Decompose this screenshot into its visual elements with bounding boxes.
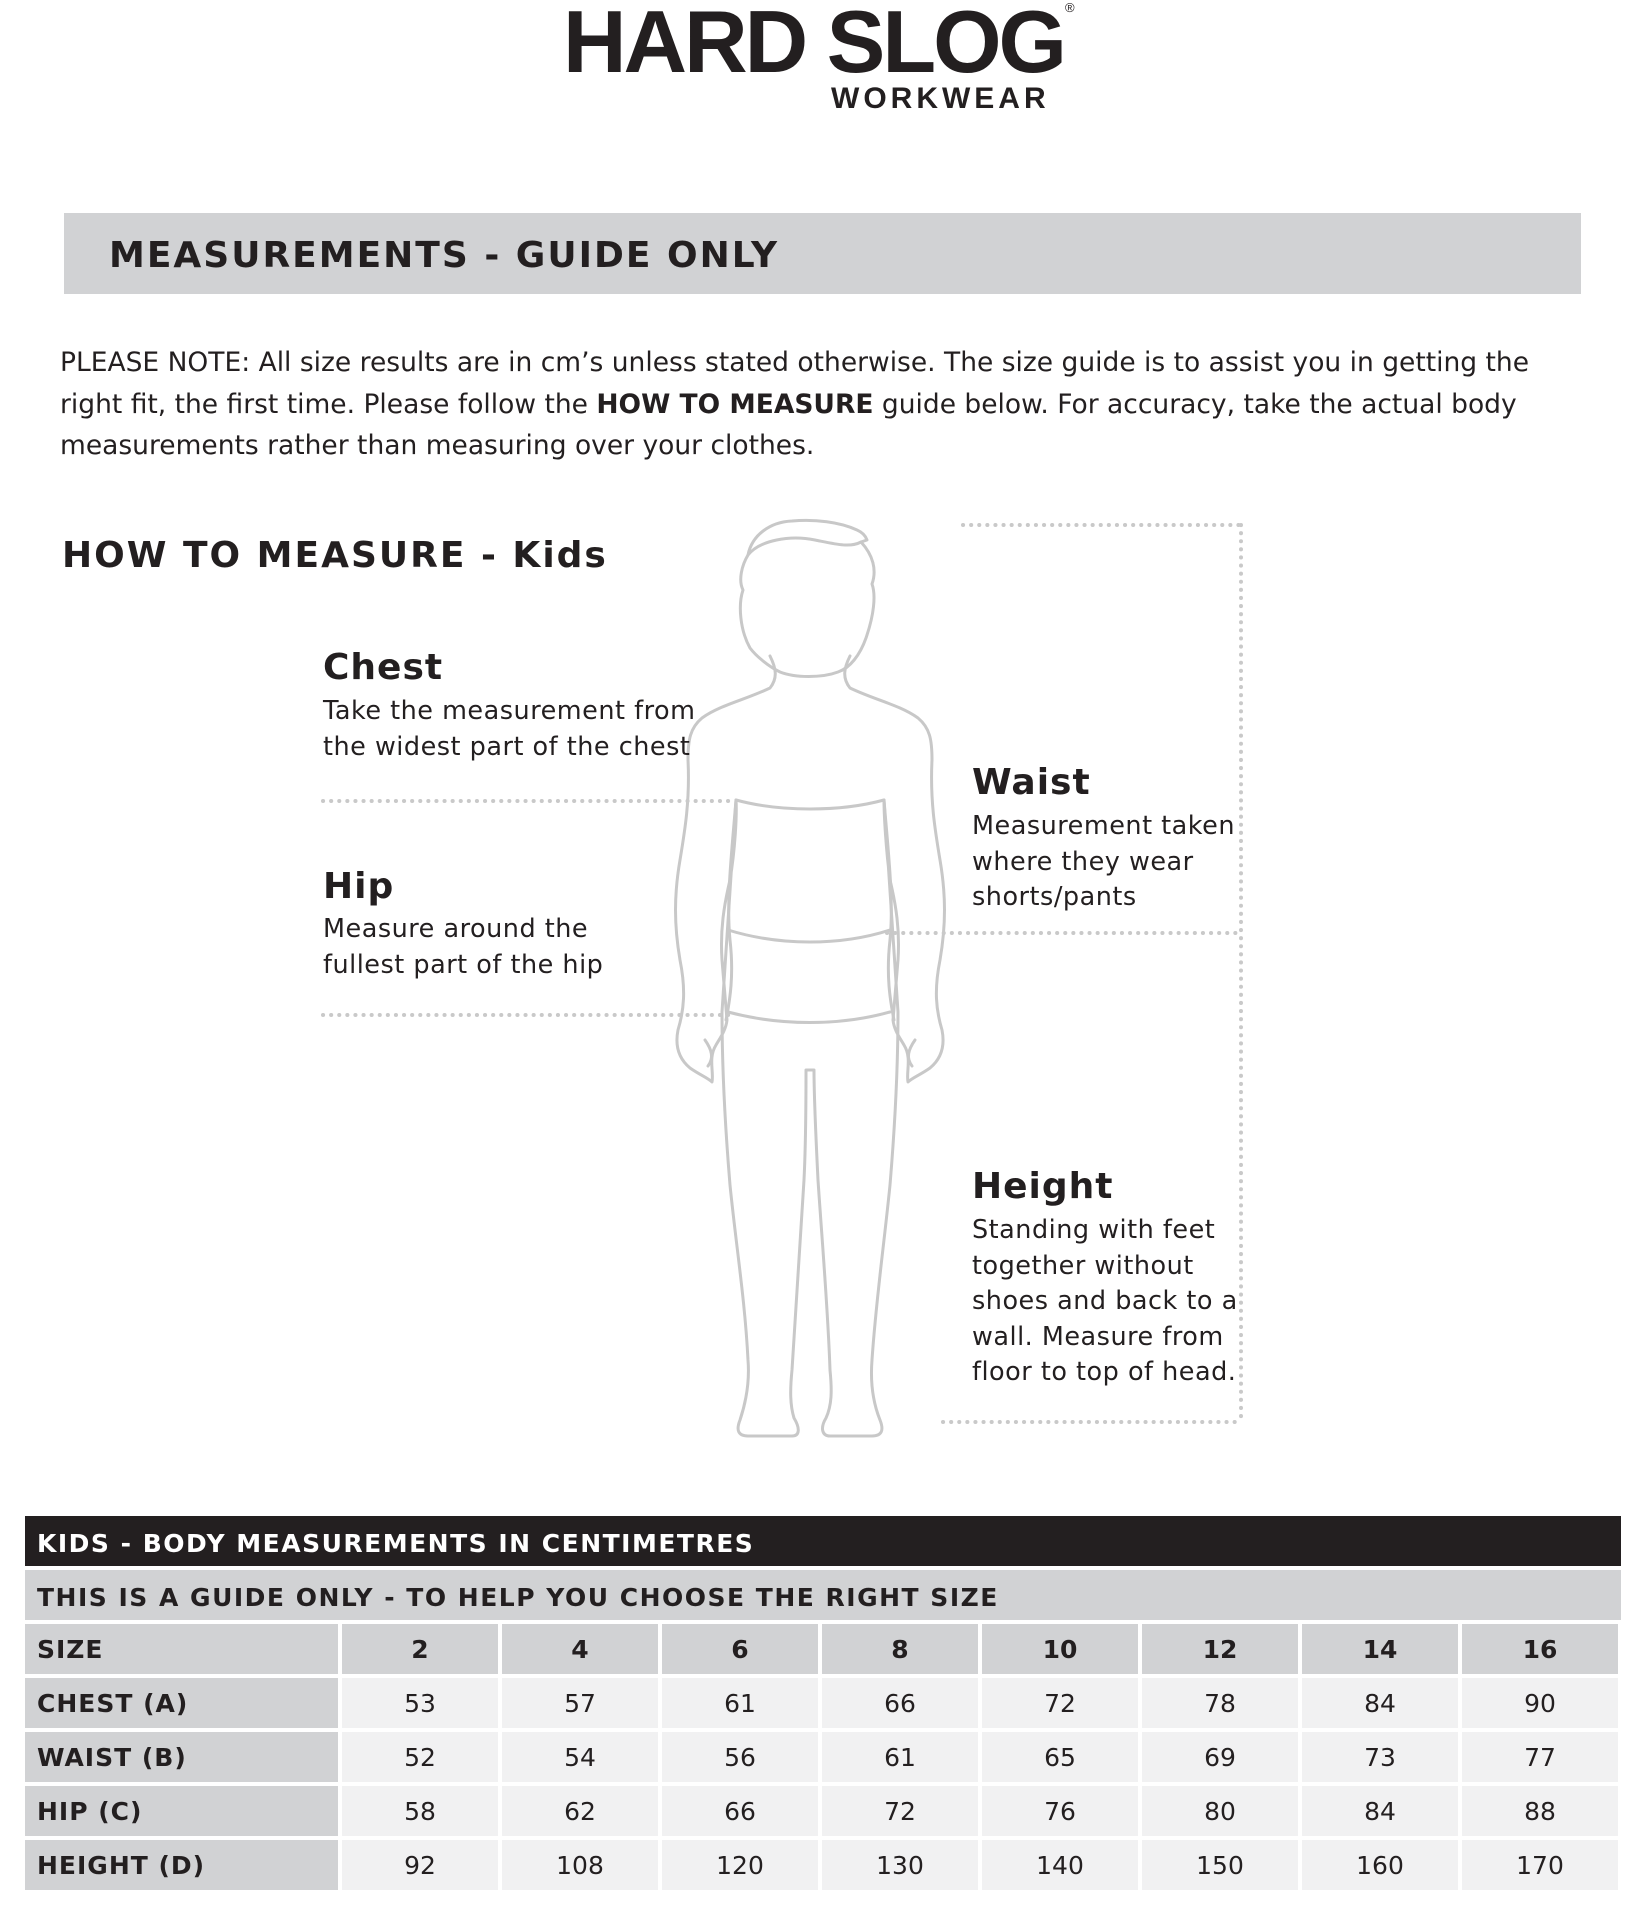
banner-title: MEASUREMENTS - GUIDE ONLY — [109, 235, 780, 276]
table-cell: 90 — [1462, 1678, 1618, 1728]
waist-desc-line: Measurement taken — [972, 811, 1236, 841]
table-cell: 76 — [982, 1786, 1138, 1836]
table-row — [25, 1840, 1621, 1890]
size-table — [25, 1516, 1621, 1890]
height-desc-line: wall. Measure from — [972, 1321, 1224, 1352]
table-cell: 140 — [982, 1840, 1138, 1890]
figure-chest-line — [736, 800, 884, 809]
size-header-cell: 8 — [822, 1624, 978, 1674]
table-header: KIDS - BODY MEASUREMENTS IN CENTIMETRES — [25, 1516, 1621, 1566]
table-cell: 72 — [822, 1786, 978, 1836]
section-banner — [64, 213, 1581, 294]
note-text-start: PLEASE NOTE: All size results are in cm’s unless stated otherwise. The size guide is to assist you in getting the right fit, the first time. Please follow the — [60, 347, 1530, 420]
hip-desc-line: Measure around the — [323, 914, 589, 944]
hip-description — [323, 912, 603, 983]
table-cell: 54 — [502, 1732, 658, 1782]
chest-desc-line: the widest part of the chest — [323, 731, 691, 762]
row-label: CHEST (A) — [25, 1678, 338, 1728]
figure-left-thumb — [705, 1040, 712, 1066]
table-cell: 61 — [822, 1732, 978, 1782]
height-desc-line: Standing with feet — [972, 1215, 1216, 1245]
table-cell: 69 — [1142, 1732, 1298, 1782]
height-desc-line: floor to top of head. — [972, 1357, 1237, 1387]
table-cell: 61 — [662, 1678, 818, 1728]
figure-head — [740, 520, 874, 676]
table-cell: 108 — [502, 1840, 658, 1890]
table-body — [25, 1624, 1621, 1890]
size-header-cell: 2 — [342, 1624, 498, 1674]
table-cell: 84 — [1302, 1678, 1458, 1728]
brand-tagline: WORKWEAR — [831, 82, 1050, 115]
table-cell: 53 — [342, 1678, 498, 1728]
please-note-paragraph — [60, 342, 1550, 467]
table-cell: 73 — [1302, 1732, 1458, 1782]
registered-mark: ® — [1065, 0, 1075, 15]
table-cell: 160 — [1302, 1840, 1458, 1890]
table-cell: 66 — [822, 1678, 978, 1728]
table-cell: 66 — [662, 1786, 818, 1836]
waist-desc-line: shorts/pants — [972, 882, 1137, 912]
brand-name: HARD SLOG — [563, 0, 1064, 91]
table-cell: 56 — [662, 1732, 818, 1782]
table-cell: 58 — [342, 1786, 498, 1836]
figure-left-inner-arm — [726, 800, 736, 1020]
height-description — [972, 1213, 1238, 1391]
table-cell: 88 — [1462, 1786, 1618, 1836]
row-label: HEIGHT (D) — [25, 1840, 338, 1890]
table-cell: 80 — [1142, 1786, 1298, 1836]
figure-hair — [748, 538, 861, 555]
figure-right-thumb — [908, 1040, 915, 1066]
chest-desc-line: Take the measurement from — [323, 696, 696, 726]
table-cell: 92 — [342, 1840, 498, 1890]
table-cell: 170 — [1462, 1840, 1618, 1890]
height-desc-line: together without — [972, 1250, 1194, 1281]
table-cell: 77 — [1462, 1732, 1618, 1782]
size-header-cell: 14 — [1302, 1624, 1458, 1674]
table-cell: 78 — [1142, 1678, 1298, 1728]
figure-body-outline — [676, 656, 945, 1436]
height-heading: Height — [972, 1166, 1114, 1207]
size-header-cell: 6 — [662, 1624, 818, 1674]
size-header-cell: 12 — [1142, 1624, 1298, 1674]
table-row — [25, 1732, 1621, 1782]
table-cell: 120 — [662, 1840, 818, 1890]
table-row — [25, 1678, 1621, 1728]
table-subheader: THIS IS A GUIDE ONLY - TO HELP YOU CHOOSE THE RIGHT SIZE — [25, 1570, 1621, 1620]
size-header-cell: 10 — [982, 1624, 1138, 1674]
figure-waist-line — [728, 930, 890, 942]
note-highlight: HOW TO MEASURE — [596, 388, 874, 420]
brand-logo — [563, 0, 1083, 120]
row-label: WAIST (B) — [25, 1732, 338, 1782]
table-cell: 130 — [822, 1840, 978, 1890]
table-cell: 62 — [502, 1786, 658, 1836]
row-label: SIZE — [25, 1624, 338, 1674]
table-cell: 72 — [982, 1678, 1138, 1728]
table-cell: 65 — [982, 1732, 1138, 1782]
waist-heading: Waist — [972, 762, 1091, 803]
figure-right-inner-arm — [884, 800, 894, 1020]
note-text-end: guide below. For accuracy, take the actual body measurements rather than measuring over your clothes. — [60, 388, 1517, 461]
table-cell: 84 — [1302, 1786, 1458, 1836]
height-desc-line: shoes and back to a — [972, 1286, 1238, 1316]
table-cell: 57 — [502, 1678, 658, 1728]
how-to-measure-title: HOW TO MEASURE - Kids — [62, 535, 608, 576]
waist-desc-line: where they wear — [972, 846, 1194, 877]
chest-heading: Chest — [323, 647, 444, 688]
table-cell: 150 — [1142, 1840, 1298, 1890]
chest-description — [323, 694, 695, 765]
figure-hip-line — [728, 1012, 890, 1023]
size-header-cell: 4 — [502, 1624, 658, 1674]
table-cell: 52 — [342, 1732, 498, 1782]
size-header-cell: 16 — [1462, 1624, 1618, 1674]
hip-desc-line: fullest part of the hip — [323, 949, 604, 980]
row-label: HIP (C) — [25, 1786, 338, 1836]
table-row — [25, 1786, 1621, 1836]
hip-heading: Hip — [323, 866, 395, 907]
waist-description — [972, 809, 1235, 916]
table-size-row — [25, 1624, 1621, 1674]
